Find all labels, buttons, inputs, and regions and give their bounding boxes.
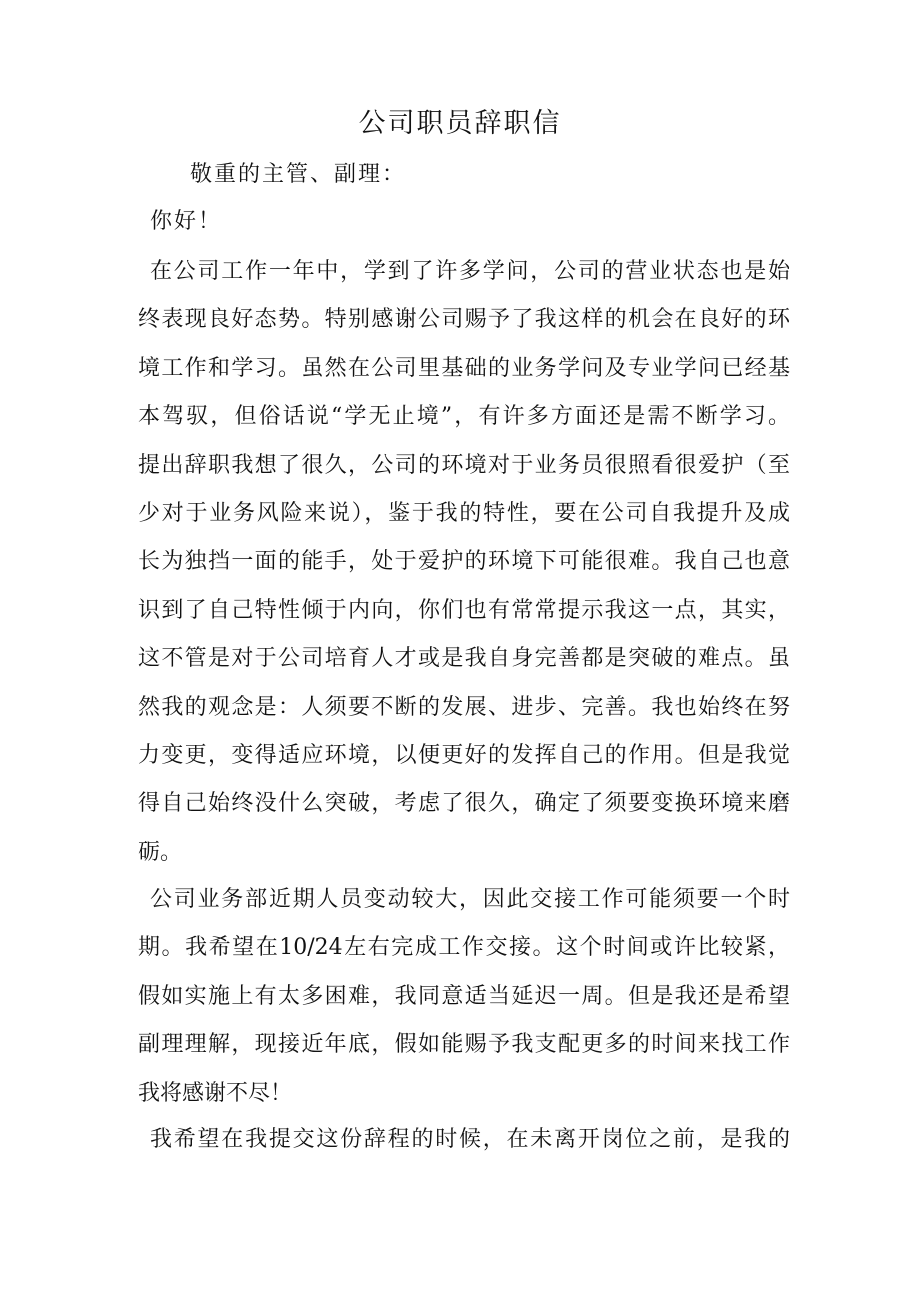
text-line: 终表现良好态势。特别感谢公司赐予了我这样的机会在良好的环 bbox=[138, 307, 790, 333]
text-line: 砺。 bbox=[138, 839, 183, 865]
text-line: 本驾驭，但俗话说“学无止境”，有许多方面还是需不断学习。 bbox=[138, 404, 790, 430]
text-line: 然我的观念是：人须要不断的发展、进步、完善。我也始终在努 bbox=[138, 694, 790, 720]
salutation: 敬重的主管、副理： bbox=[190, 162, 407, 187]
paragraph-closing bbox=[138, 1116, 790, 1164]
text-line: 在公司工作一年中，学到了许多学问，公司的营业状态也是始 bbox=[150, 259, 790, 284]
paragraph-gratitude-and-reason bbox=[138, 248, 790, 877]
text-line: 境工作和学习。虽然在公司里基础的业务学问及专业学问已经基 bbox=[138, 355, 790, 381]
text-line: 副理理解，现接近年底，假如能赐予我支配更多的时间来找工作 bbox=[138, 1032, 790, 1058]
text-line: 这不管是对于公司培育人才或是我自身完善都是突破的难点。虽 bbox=[138, 646, 790, 672]
text-line: 得自己始终没什么突破，考虑了很久，确定了须要变换环境来磨 bbox=[138, 791, 790, 817]
text-line: 力变更，变得适应环境，以便更好的发挥自己的作用。但是我觉 bbox=[138, 743, 790, 769]
text-line: 我将感谢不尽！ bbox=[138, 1080, 293, 1106]
text-line: 公司业务部近期人员变动较大，因此交接工作可能须要一个时 bbox=[150, 887, 790, 912]
text-line: 识到了自己特性倾于内向，你们也有常常提示我这一点，其实， bbox=[138, 597, 790, 623]
greeting: 你好！ bbox=[150, 209, 223, 234]
paragraph-handover bbox=[138, 876, 790, 1118]
text-line: 我希望在我提交这份辞程的时候，在未离开岗位之前，是我的 bbox=[150, 1127, 790, 1152]
text-line: 长为独挡一面的能手，处于爱护的环境下可能很难。我自己也意 bbox=[138, 549, 790, 575]
letter-title: 公司职员辞职信 bbox=[358, 108, 562, 139]
text-line: 少对于业务风险来说），鉴于我的特性，要在公司自我提升及成 bbox=[138, 501, 790, 527]
text-line: 提出辞职我想了很久，公司的环境对于业务员很照看很爱护（至 bbox=[138, 452, 790, 478]
text-line: 期。我希望在10/24左右完成工作交接。这个时间或许比较紧， bbox=[138, 935, 790, 961]
text-line: 假如实施上有太多困难，我同意适当延迟一周。但是我还是希望 bbox=[138, 983, 790, 1009]
